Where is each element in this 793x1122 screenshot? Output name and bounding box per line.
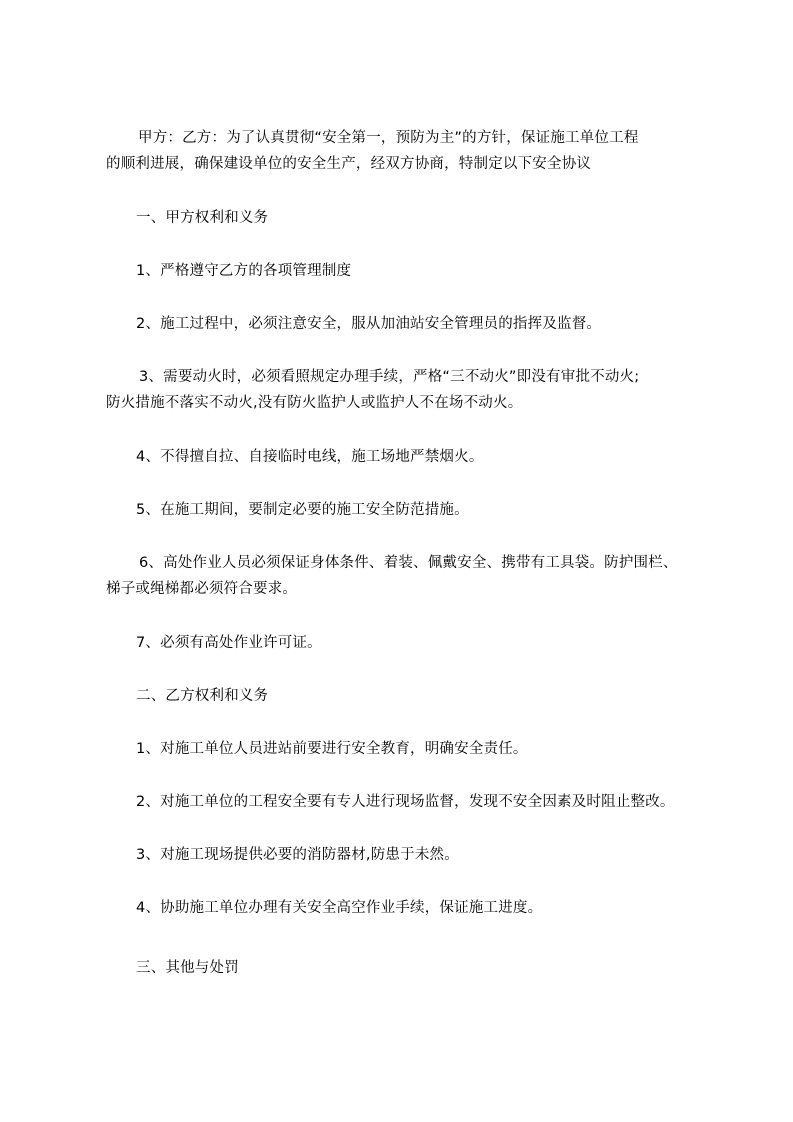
intro-paragraph: [106, 125, 721, 177]
section-1-heading: 一、甲方权利和义务: [136, 210, 269, 226]
section-2-item-1: 1、对施工单位人员进站前要进行安全教育，明确安全责任。: [136, 741, 528, 757]
section-1-item-2: 2、施工过程中，必须注意安全，服从加油站安全管理员的指挥及监督。: [136, 316, 602, 332]
section-1-item-7: 7、必须有高处作业许可证。: [136, 635, 322, 651]
section-2-item-4: 4、协助施工单位办理有关安全高空作业手续，保证施工进度。: [136, 900, 543, 916]
section-1-item-1: 1、严格遵守乙方的各项管理制度: [136, 263, 352, 279]
section-2-item-2: 2、对施工单位的工程安全要有专人进行现场监督，发现不安全因素及时阻止整改。: [136, 794, 675, 810]
intro-line-2: 的顺利进展，确保建设单位的安全生产，经双方协商，特制定以下安全协议: [106, 156, 592, 172]
section-2-heading: 二、乙方权利和义务: [136, 688, 269, 704]
section-1-item-3-line-1: 3、需要动火时，必须看照规定办理手续，严格“三不动火”即没有审批不动火;: [139, 369, 640, 385]
section-3-heading: 三、其他与处罚: [136, 960, 239, 976]
section-1-item-6: [106, 550, 721, 602]
section-1-item-6-line-1: 6、高处作业人员必须保证身体条件、着装、佩戴安全、携带有工具袋。防护围栏、: [139, 555, 678, 571]
section-1-item-3: [106, 364, 721, 416]
section-1-item-6-line-2: 梯子或绳梯都必须符合要求。: [106, 581, 298, 597]
section-1-item-3-line-2: 防火措施不落实不动火,没有防火监护人或监护人不在场不动火。: [106, 395, 523, 411]
section-2-item-3: 3、对施工现场提供必要的消防器材,防患于未然。: [136, 847, 459, 863]
intro-line-1: 甲方：乙方：为了认真贯彻“安全第一，预防为主”的方针，保证施工单位工程: [138, 130, 639, 146]
section-1-item-4: 4、不得擅自拉、自接临时电线，施工场地严禁烟火。: [136, 449, 484, 465]
section-1-item-5: 5、在施工期间，要制定必要的施工安全防范措施。: [136, 502, 469, 518]
